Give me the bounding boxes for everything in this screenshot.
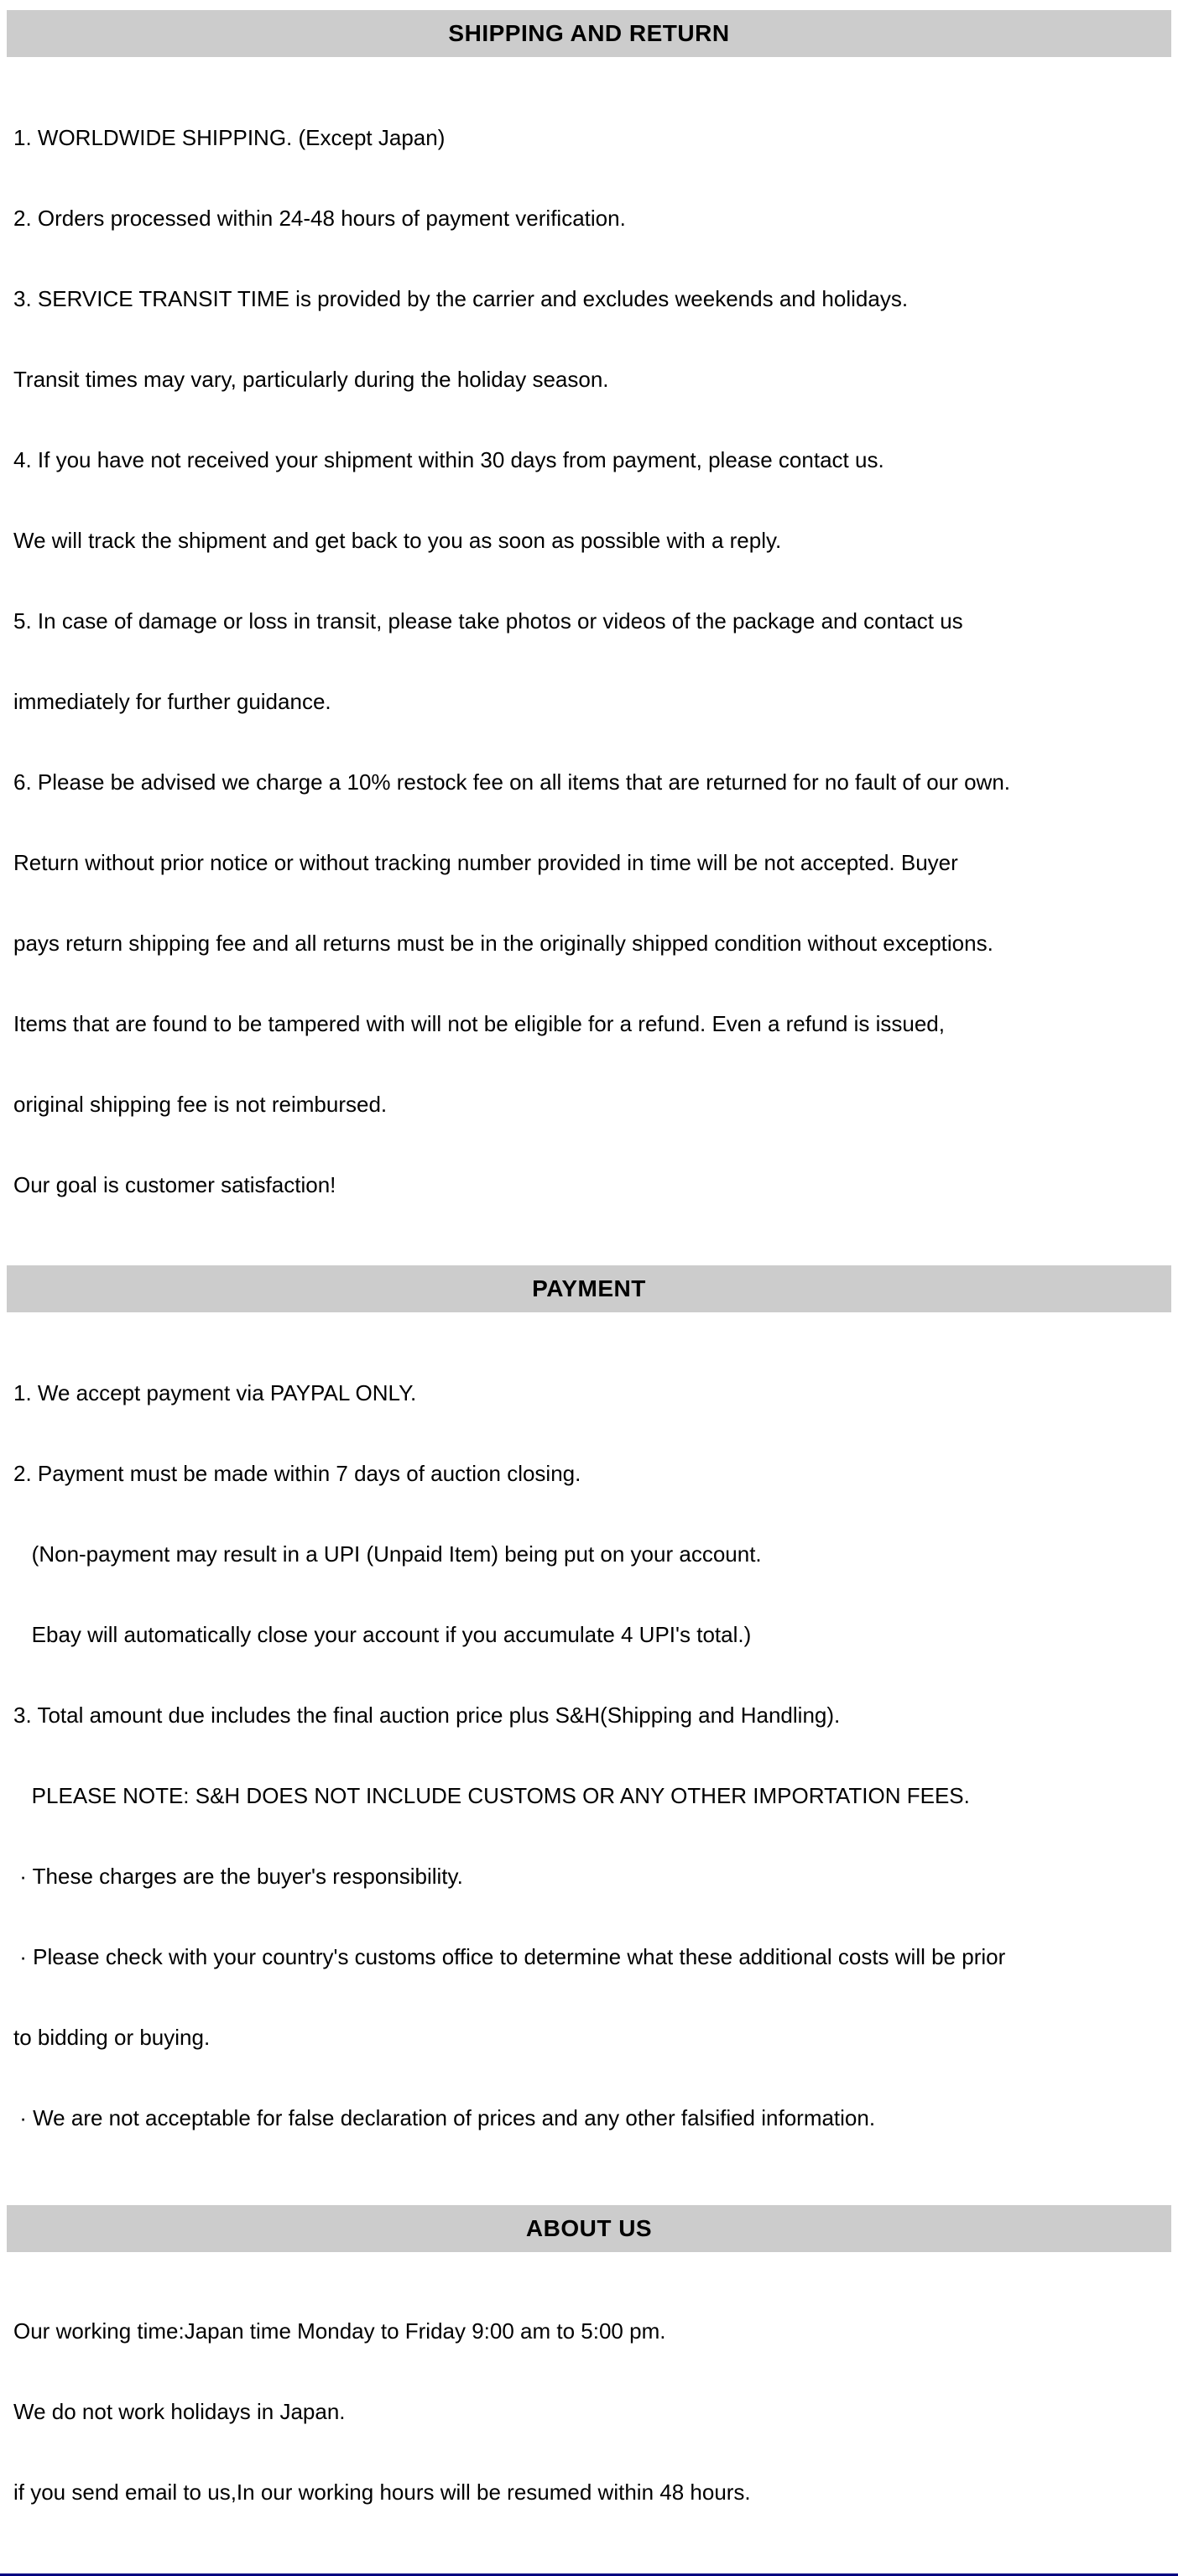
text-line: Our working time:Japan time Monday to Friday 9:00 am to 5:00 pm. [13, 2318, 666, 2344]
section-title-payment: PAYMENT [532, 1275, 646, 1301]
text-line: 2. Payment must be made within 7 days of auction closing. [13, 1461, 581, 1486]
text-line: 2. Orders processed within 24-48 hours of payment verification. [13, 206, 626, 231]
section-body-about-us [0, 2252, 1178, 2559]
text-line: 5. In case of damage or loss in transit, please take photos or videos of the package and contact us [13, 608, 963, 634]
text-line: Items that are found to be tampered with will not be eligible for a refund. Even a refund is issued, [13, 1011, 945, 1036]
text-line: immediately for further guidance. [13, 689, 331, 714]
section-header-about-us [7, 2205, 1171, 2252]
text-line: · These charges are the buyer's responsibility. [13, 1864, 463, 1889]
text-line: PLEASE NOTE: S&H DOES NOT INCLUDE CUSTOMS OR ANY OTHER IMPORTATION FEES. [13, 1783, 970, 1808]
section-body-shipping-and-return [0, 57, 1178, 1265]
text-line: Ebay will automatically close your account if you accumulate 4 UPI's total.) [13, 1622, 752, 1647]
section-header-shipping-and-return [7, 10, 1171, 57]
text-line: Our goal is customer satisfaction! [13, 1172, 336, 1197]
text-line: 3. Total amount due includes the final auction price plus S&H(Shipping and Handling). [13, 1703, 841, 1728]
text-line: 4. If you have not received your shipment within 30 days from payment, please contact us. [13, 447, 884, 472]
text-line: to bidding or buying. [13, 2025, 211, 2050]
text-line: if you send email to us,In our working hours will be resumed within 48 hours. [13, 2480, 751, 2505]
section-title-shipping-and-return: SHIPPING AND RETURN [448, 20, 730, 46]
text-line: 6. Please be advised we charge a 10% restock fee on all items that are returned for no fault of our own. [13, 769, 1011, 795]
text-line: We do not work holidays in Japan. [13, 2399, 346, 2424]
text-line: We will track the shipment and get back to you as soon as possible with a reply. [13, 528, 782, 553]
text-line: · Please check with your country's customs office to determine what these additional costs will be prior [13, 1944, 1006, 1969]
text-line: Return without prior notice or without tracking number provided in time will be not accepted. Buyer [13, 850, 958, 875]
text-line: · We are not acceptable for false declaration of prices and any other falsified information. [13, 2105, 876, 2130]
text-line: (Non-payment may result in a UPI (Unpaid Item) being put on your account. [13, 1541, 762, 1567]
text-line: 1. We accept payment via PAYPAL ONLY. [13, 1380, 417, 1405]
text-line: Transit times may vary, particularly during the holiday season. [13, 367, 609, 392]
text-line: 1. WORLDWIDE SHIPPING. (Except Japan) [13, 125, 446, 150]
text-line: original shipping fee is not reimbursed. [13, 1092, 388, 1117]
section-title-about-us: ABOUT US [525, 2215, 653, 2241]
section-body-payment [0, 1312, 1178, 2205]
section-header-payment [7, 1265, 1171, 1312]
text-line: pays return shipping fee and all returns must be in the originally shipped condition without exceptions. [13, 931, 993, 956]
text-line: 3. SERVICE TRANSIT TIME is provided by the carrier and excludes weekends and holidays. [13, 286, 909, 311]
